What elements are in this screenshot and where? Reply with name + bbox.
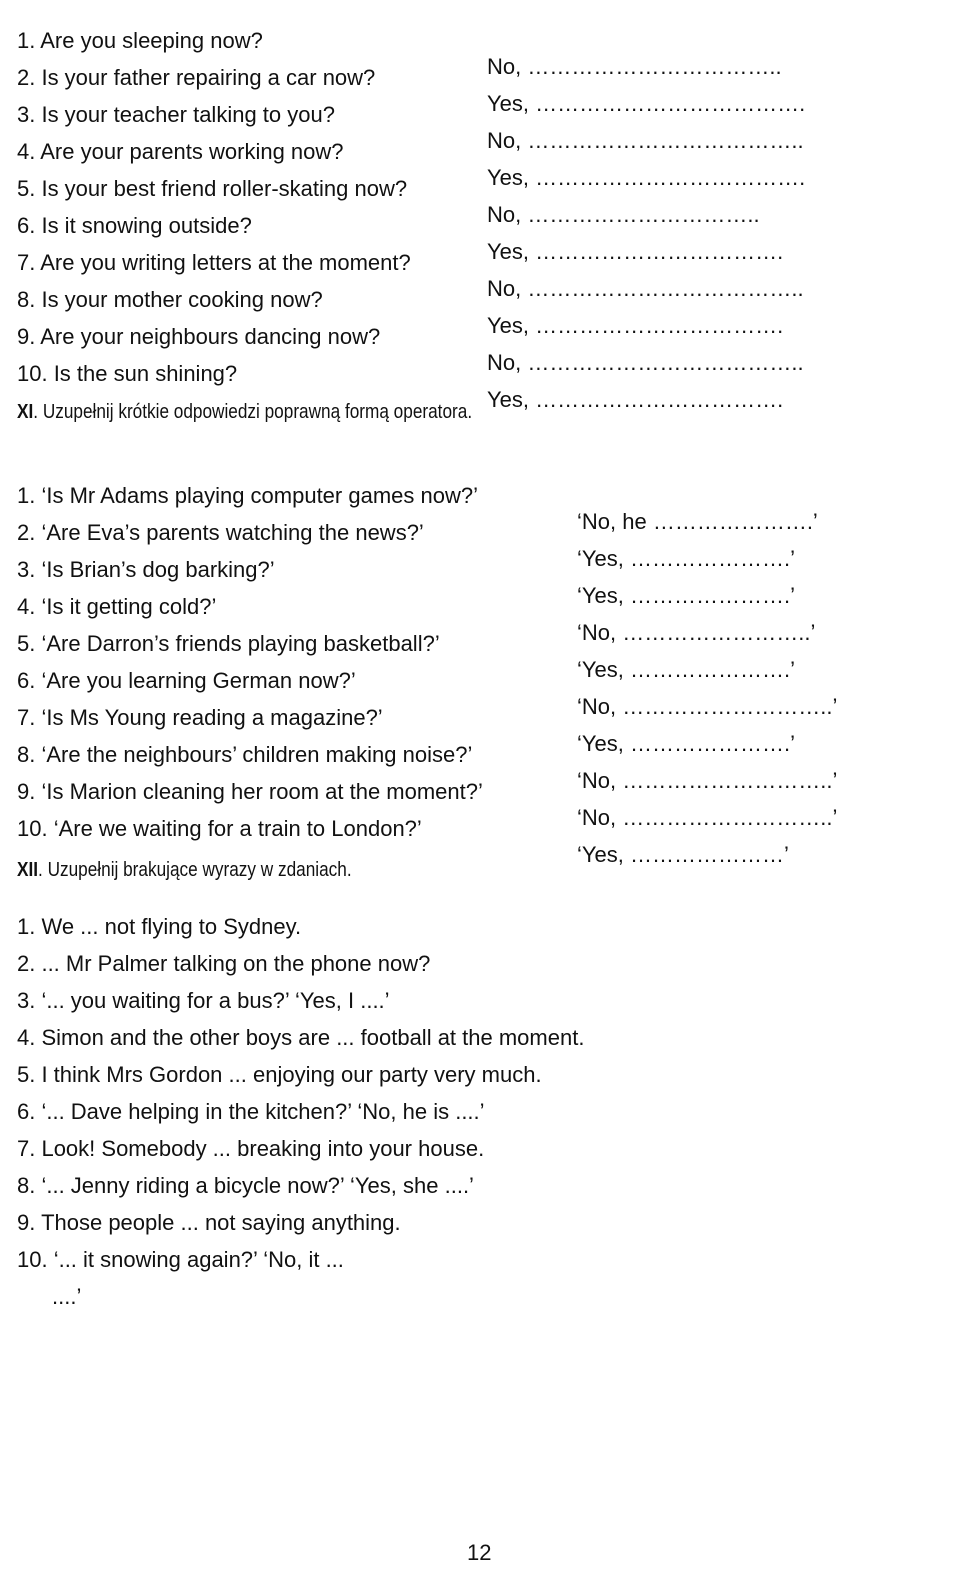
- list-item: 3. Is your teacher talking to you? No, ………………………………..: [17, 102, 804, 153]
- list-item: 8. ‘Are the neighbours’ children making noise?’ ‘No, ………………………..’: [17, 742, 838, 793]
- list-item: 9. ‘Is Marion cleaning her room at the moment?’ ‘No, ………………………..’: [17, 779, 838, 830]
- list-item: 9. Are your neighbours dancing now? No, ………………………………..: [17, 324, 804, 375]
- list-item: 1. We ... not flying to Sydney.: [17, 914, 302, 939]
- list-item: 6. ‘Are you learning German now?’ ‘No, ………………………..’: [17, 668, 838, 719]
- page-number: 12: [467, 1540, 492, 1565]
- list-item: 9. Those people ... not saying anything.: [17, 1210, 401, 1235]
- list-item: 1. Are you sleeping now? No, ……………………………..: [17, 28, 782, 79]
- list-item: 8. ‘... Jenny riding a bicycle now?’ ‘Yes, she ....’: [17, 1173, 474, 1198]
- list-item: 1. ‘Is Mr Adams playing computer games now?’ ‘No, he ………………….’: [17, 483, 818, 534]
- list-item: 5. I think Mrs Gordon ... enjoying our party very much.: [17, 1062, 542, 1087]
- section-heading-xii: XII. Uzupełnij brakujące wyrazy w zdaniach.: [17, 859, 352, 881]
- list-item: 2. ‘Are Eva’s parents watching the news?’ ‘Yes, ………………….’: [17, 520, 796, 571]
- list-item: 6. Is it snowing outside? Yes, …………………………….: [17, 213, 784, 264]
- list-item: 8. Is your mother cooking now? Yes, …………………………….: [17, 287, 784, 338]
- list-item: 10. ‘... it snowing again?’ ‘No, it ...: [17, 1247, 344, 1272]
- list-item: 10. ‘Are we waiting for a train to London?’ ‘Yes, …………………’: [17, 816, 789, 867]
- list-item: 10. Is the sun shining? Yes, …………………………….: [17, 361, 784, 412]
- list-item: 4. ‘Is it getting cold?’ ‘No, ……………………..’: [17, 594, 816, 645]
- section-heading-xi: XI. Uzupełnij krótkie odpowiedzi poprawną formą operatora.: [17, 401, 473, 423]
- list-item: 3. ‘... you waiting for a bus?’ ‘Yes, I ....’: [17, 988, 390, 1013]
- list-item: 5. ‘Are Darron’s friends playing basketball?’ ‘Yes, ………………….’: [17, 631, 796, 682]
- list-item: 7. Look! Somebody ... breaking into your house.: [17, 1136, 485, 1161]
- list-item: 2. ... Mr Palmer talking on the phone now?: [17, 951, 431, 976]
- list-item: 3. ‘Is Brian’s dog barking?’ ‘Yes, ………………….’: [17, 557, 796, 608]
- list-item: 7. ‘Is Ms Young reading a magazine?’ ‘Yes, ………………….’: [17, 705, 796, 756]
- list-item-continuation: ....’: [52, 1284, 82, 1309]
- list-item: 7. Are you writing letters at the moment? No, ………………………………..: [17, 250, 804, 301]
- list-item: 6. ‘... Dave helping in the kitchen?’ ‘No, he is ....’: [17, 1099, 485, 1124]
- list-item: 2. Is your father repairing a car now? Yes, ……………………………….: [17, 65, 806, 116]
- list-item: 4. Are your parents working now? Yes, ……………………………….: [17, 139, 806, 190]
- list-item: 5. Is your best friend roller-skating now? No, …………………………..: [17, 176, 760, 227]
- list-item: 4. Simon and the other boys are ... football at the moment.: [17, 1025, 585, 1050]
